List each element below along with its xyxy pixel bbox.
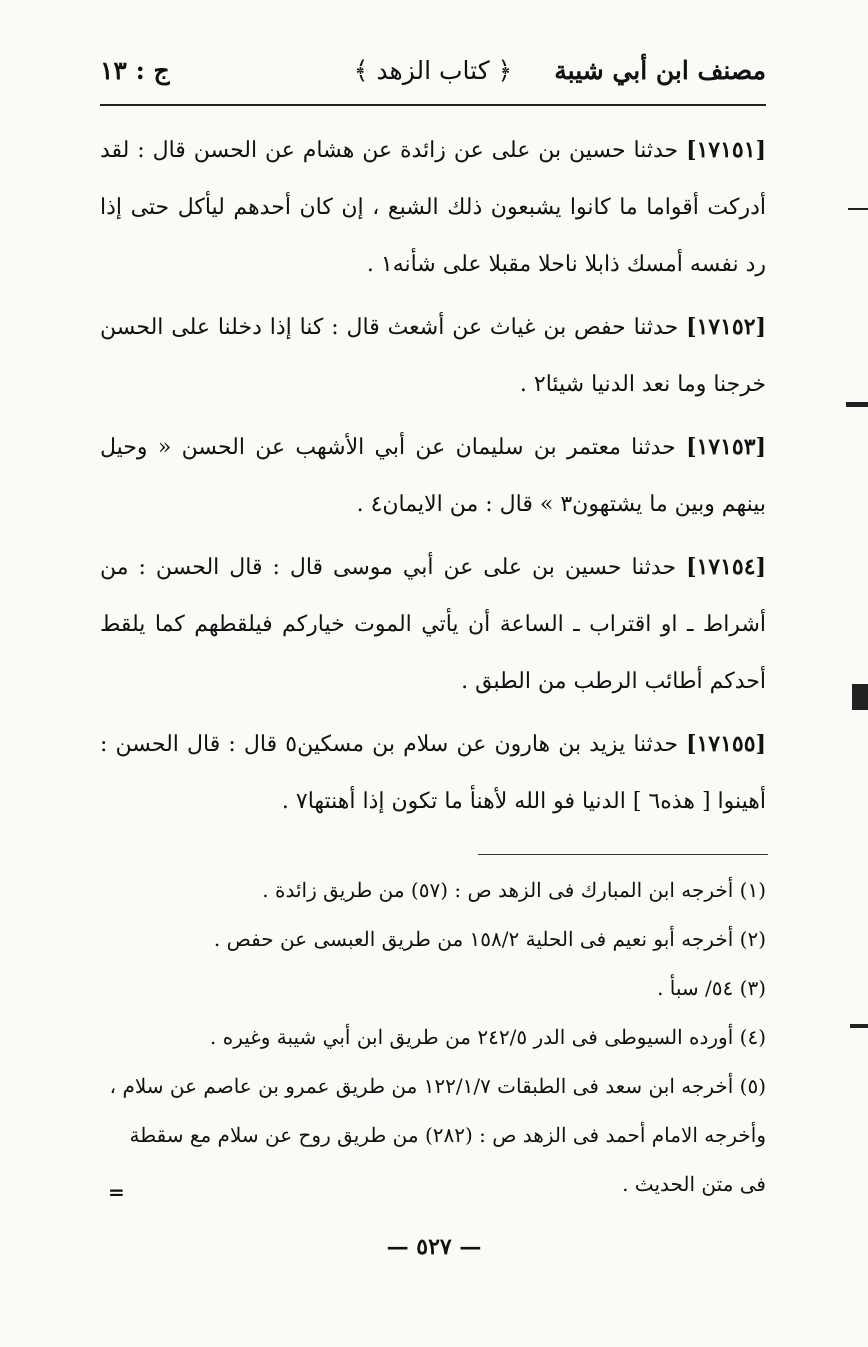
page-header xyxy=(100,52,766,102)
footnote-2: (٢) أخرجه أبو نعيم فى الحلية ١٥٨/٢ من طريق العبسى عن حفص . xyxy=(213,927,766,951)
hadith-text: حدثنا حسين بن على عن أبي موسى قال : قال الحسن : من أشراط ـ او اقتراب ـ الساعة أن يأتي الموت خياركم فيلقطهم كما يلقط أحدكم أطائب الرطب من الطبق . xyxy=(100,555,766,694)
hadith-17155 xyxy=(100,716,766,830)
hadith-number: [١٧١٥٥] xyxy=(686,731,766,757)
hadith-17153 xyxy=(100,419,766,533)
hadith-text: حدثنا معتمر بن سليمان عن أبي الأشهب عن الحسن « وحيل بينهم وبين ما يشتهون٣ » قال : من الايمان٤ . xyxy=(100,435,766,517)
hadith-list xyxy=(100,122,766,836)
hadith-number: [١٧١٥٣] xyxy=(686,434,766,460)
book-title: مصنف ابن أبي شيبة xyxy=(554,56,766,85)
hadith-text: حدثنا حسين بن على عن زائدة عن هشام عن الحسن قال : لقد أدركت أقواما ما كانوا يشبعون ذلك الشبع ، إن كان أحدهم ليأكل حتى إذا رد نفسه أمسك ذابلا ناحلا مقبلا على شأنه١ . xyxy=(100,138,766,277)
hadith-number: [١٧١٥١] xyxy=(686,137,766,163)
footnote-1: (١) أخرجه ابن المبارك فى الزهد ص : (٥٧) من طريق زائدة . xyxy=(262,878,766,902)
volume-number: ج : ١٣ xyxy=(100,56,170,85)
margin-mark xyxy=(846,402,868,407)
margin-mark xyxy=(848,208,868,210)
page-number: — ٥٢٧ — xyxy=(386,1234,482,1260)
continuation-mark: = xyxy=(108,1180,125,1204)
chapter-title: ﴿ كتاب الزهد ﴾ xyxy=(353,56,513,85)
hadith-17154 xyxy=(100,539,766,710)
hadith-17152 xyxy=(100,299,766,413)
footnotes xyxy=(100,866,766,1209)
hadith-17151 xyxy=(100,122,766,293)
footnote-3: (٣) ٥٤/ سبأ . xyxy=(657,976,766,1000)
hadith-number: [١٧١٥٤] xyxy=(686,554,766,580)
hadith-text: حدثنا حفص بن غياث عن أشعث قال : كنا إذا دخلنا على الحسن خرجنا وما نعد الدنيا شيئا٢ . xyxy=(100,315,766,397)
footnote-rule xyxy=(478,854,768,855)
header-rule xyxy=(100,104,766,106)
margin-mark xyxy=(850,1024,868,1028)
footnote-5: (٥) أخرجه ابن سعد فى الطبقات ١٢٢/١/٧ من طريق عمرو بن عاصم عن سلام ، وأخرجه الامام أحمد فى الزهد ص : (٢٨٢) من طريق روح عن سلام مع سقطة فى متن الحديث . xyxy=(109,1074,766,1196)
hadith-number: [١٧١٥٢] xyxy=(686,314,766,340)
footnote-4: (٤) أورده السيوطى فى الدر ٢٤٢/٥ من طريق ابن أبي شيبة وغيره . xyxy=(210,1025,766,1049)
margin-mark xyxy=(852,684,868,710)
hadith-text: حدثنا يزيد بن هارون عن سلام بن مسكين٥ قال : قال الحسن : أهينوا [ هذه٦ ] الدنيا فو الله لأهنأ ما تكون إذا أهنتها٧ . xyxy=(100,732,766,814)
